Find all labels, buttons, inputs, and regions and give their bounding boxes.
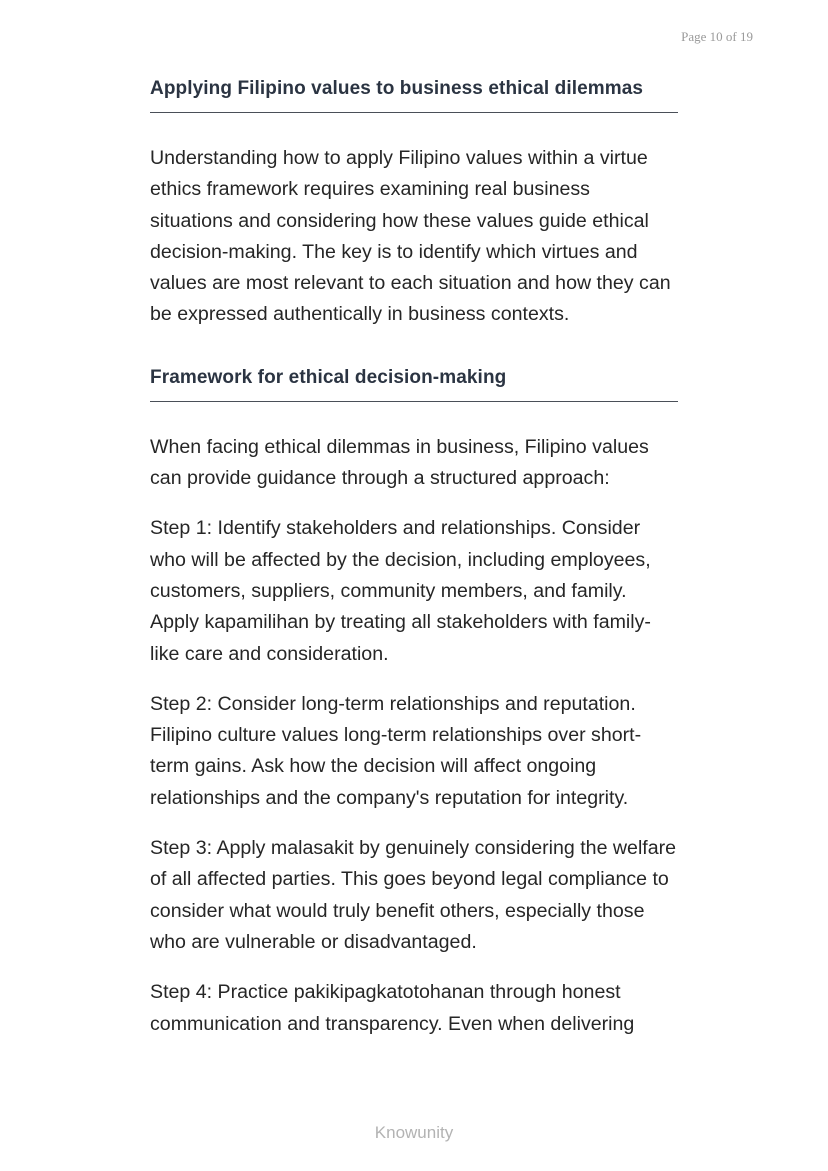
section-heading-framework: Framework for ethical decision-making: [150, 367, 678, 402]
document-body: [150, 78, 678, 1040]
footer-brand: Knowunity: [374, 1123, 454, 1142]
step-4-paragraph: Step 4: Practice pakikipagkatotohanan through honest communication and transparency. Even when delivering: [150, 981, 635, 1035]
step-2-paragraph: Step 2: Consider long-term relationships and reputation. Filipino culture values long-term relationships over short-term gains. Ask how the decision will affect ongoing relationships and the company's reputation for integrity.: [150, 692, 642, 809]
framework-intro-paragraph: When facing ethical dilemmas in business, Filipino values can provide guidance through a structured approach:: [150, 435, 649, 490]
step-3-paragraph: Step 3: Apply malasakit by genuinely considering the welfare of all affected parties. This goes beyond legal compliance to consider what would truly benefit others, especially those who are vulnerable or disadvantaged.: [150, 837, 677, 953]
intro-paragraph: Understanding how to apply Filipino values within a virtue ethics framework requires examining real business situations and considering how these values guide ethical decision-making. The key is to identify which virtues and values are most relevant to each situation and how they can be expressed authentically in business contexts.: [150, 147, 671, 326]
section-heading-applying-values: Applying Filipino values to business ethical dilemmas: [150, 78, 678, 113]
step-1-paragraph: Step 1: Identify stakeholders and relationships. Consider who will be affected by the decision, including employees, customers, suppliers, community members, and family. Apply kapamilihan by treating all stakeholders with family-like care and consideration.: [150, 517, 651, 665]
page-number: Page 10 of 19: [681, 29, 753, 44]
